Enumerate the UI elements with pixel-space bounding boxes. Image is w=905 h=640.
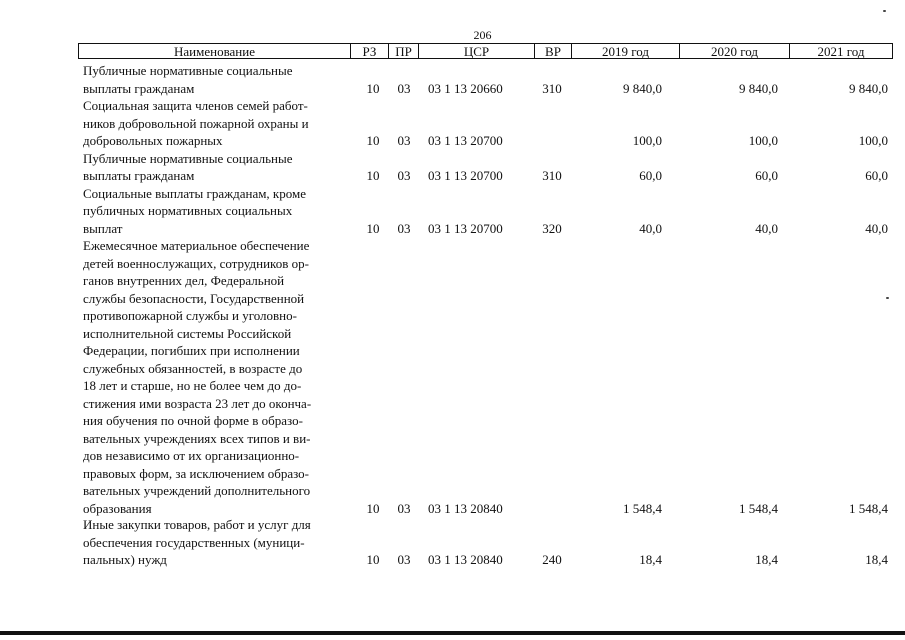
header-pr: ПР [395, 44, 412, 59]
row-pr: 03 [397, 552, 411, 567]
row-csr: 03 1 13 20700 [428, 133, 503, 148]
row-name-line: Социальная защита членов семей работ- [83, 98, 308, 113]
row-name-line: стижения ими возраста 23 лет до оконча- [83, 395, 312, 411]
row-2020: 100,0 [748, 133, 778, 148]
row-csr: 03 1 13 20660 [428, 80, 503, 96]
row-pr: 03 [397, 500, 411, 516]
header-2019: 2019 год [602, 44, 649, 59]
row-name-line: правовых форм, за исключением образо- [83, 465, 309, 481]
row-2020: 40,0 [755, 220, 778, 236]
row-name-line: обеспечения государственных (муници- [83, 534, 305, 550]
row-2019: 60,0 [639, 168, 662, 183]
row-name-line: добровольных пожарных [83, 133, 223, 148]
row-2021: 9 840,0 [849, 80, 888, 96]
bottom-rule [0, 631, 905, 635]
row-name [83, 62, 353, 97]
row-2020: 18,4 [755, 552, 778, 567]
header-csr: ЦСР [463, 44, 490, 59]
header-2020: 2020 год [711, 44, 758, 59]
row-name-line: выплат [83, 220, 123, 236]
row-name-line: ния обучения по очной форме в образо- [83, 413, 303, 428]
row-rz: 10 [366, 500, 380, 516]
row-name-line: служебных обязанностей, в возрасте до [83, 360, 303, 376]
row-name [83, 97, 353, 150]
row-name-line: Публичные нормативные социальные [83, 150, 293, 166]
row-rz: 10 [366, 80, 380, 96]
row-rz: 10 [366, 220, 380, 236]
row-name [83, 185, 353, 238]
row-rz: 10 [366, 552, 380, 567]
row-2019: 100,0 [632, 133, 662, 148]
row-2021: 18,4 [865, 552, 888, 567]
row-rz: 10 [366, 168, 380, 183]
row-name-line: дов независимо от их организационно- [83, 448, 300, 463]
row-name-line: выплаты гражданам [83, 168, 195, 183]
row-pr: 03 [397, 220, 411, 236]
scan-speck [886, 297, 889, 299]
row-2021: 1 548,4 [849, 500, 888, 516]
row-2020: 60,0 [755, 168, 778, 183]
row-name-line: вательных учреждениях всех типов и ви- [83, 430, 311, 446]
row-vr: 310 [542, 168, 562, 183]
row-csr: 03 1 13 20700 [428, 220, 503, 236]
row-2021: 100,0 [858, 133, 888, 148]
row-vr: 310 [542, 80, 562, 96]
row-2019: 40,0 [639, 220, 662, 236]
row-2021: 40,0 [865, 220, 888, 236]
row-2019: 1 548,4 [623, 500, 662, 516]
row-vr: 320 [542, 220, 562, 236]
row-name-line: выплаты гражданам [83, 80, 195, 96]
row-pr: 03 [397, 168, 411, 183]
row-name-line: Федерации, погибших при исполнении [83, 343, 300, 358]
page-number: 206 [473, 28, 492, 42]
row-vr: 240 [542, 552, 562, 567]
row-name-line: Социальные выплаты гражданам, кроме [83, 185, 306, 201]
row-name-line: службы безопасности, Государственной [83, 290, 305, 306]
scan-speck [883, 10, 886, 12]
row-csr: 03 1 13 20700 [428, 168, 503, 183]
row-rz: 10 [366, 133, 380, 148]
header-rz: РЗ [362, 44, 377, 59]
row-name-line: пальных) нужд [83, 552, 167, 567]
row-2019: 9 840,0 [623, 80, 662, 96]
row-pr: 03 [397, 133, 411, 148]
row-name [83, 237, 353, 517]
row-name-line: Публичные нормативные социальные [83, 63, 293, 78]
row-2021: 60,0 [865, 168, 888, 183]
row-2020: 9 840,0 [739, 80, 778, 96]
row-name-line: Иные закупки товаров, работ и услуг для [83, 517, 311, 532]
row-csr: 03 1 13 20840 [428, 552, 503, 567]
row-name-line: Ежемесячное материальное обеспечение [83, 238, 310, 253]
header-name: Наименование [174, 44, 255, 59]
table-header [78, 43, 893, 59]
row-pr: 03 [397, 80, 411, 96]
header-vr: ВР [545, 44, 561, 59]
row-name-line: вательных учреждений дополнительного [83, 483, 311, 498]
row-name-line: образования [83, 500, 152, 516]
row-name [83, 516, 353, 569]
row-name-line: 18 лет и старше, но не более чем до до- [83, 378, 302, 393]
row-2019: 18,4 [639, 552, 662, 567]
row-name-line: противопожарной службы и уголовно- [83, 308, 297, 323]
row-name-line: ников добровольной пожарной охраны и [83, 115, 309, 131]
row-name-line: детей военнослужащих, сотрудников ор- [83, 255, 309, 271]
header-2021: 2021 год [817, 44, 865, 59]
row-2020: 1 548,4 [739, 500, 778, 516]
row-name [83, 150, 353, 185]
row-csr: 03 1 13 20840 [428, 500, 503, 516]
row-name-line: ганов внутренних дел, Федеральной [83, 273, 285, 288]
row-name-line: исполнительной системы Российской [83, 325, 292, 341]
row-name-line: публичных нормативных социальных [83, 203, 293, 218]
